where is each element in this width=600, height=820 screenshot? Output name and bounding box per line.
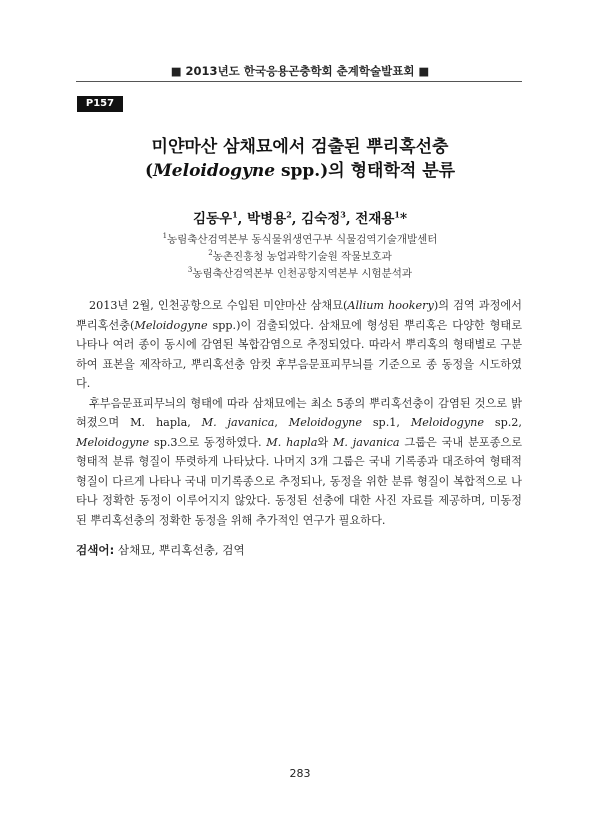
- abstract-text: ,: [187, 416, 202, 429]
- abstract-text: 2013년 2월, 인천공항으로 수입된 미얀마산 삼채묘(: [89, 299, 348, 312]
- header-rule: [76, 81, 522, 82]
- genus-name: Meloidogyne: [410, 416, 484, 429]
- genus-name: Meloidogyne: [288, 416, 362, 429]
- species-name: M. javanica: [332, 435, 400, 449]
- genus-name: Meloidogyne: [76, 435, 150, 449]
- title-line-2: [40, 156, 560, 181]
- author-list: [0, 207, 600, 227]
- author-sup: 1: [232, 209, 238, 220]
- abstract-text: )의 검역 과정에서 뿌리혹선충(: [76, 299, 522, 332]
- abstract-text: 와: [317, 435, 333, 449]
- affiliation-line: [0, 247, 600, 264]
- abstract-text: 후부음문표피무늬의 형태에 따라 삼채묘에는 최소 5종의 뿌리혹선충이 감염된 것으로 밝혀졌으며 M.: [76, 396, 522, 429]
- author-sep: ,: [291, 211, 302, 227]
- species-name: M. hapla: [266, 435, 318, 449]
- species-name: Allium hookery: [347, 299, 434, 312]
- author-sep: ,: [237, 211, 248, 227]
- abstract-text: 그룹은 국내 분포종으로 형태적 분류 형질이 뚜렷하게 나타났다. 나머지 3개 그룹은 국내 기록종과 대조하여 형태적 형질이 다르게 나타나 국내 미기록종으로 추정되나, 동정을 위한 분류 형질이 복합적으로 나타나 정확한 동정이 이루어지지 않았다. 동정된 선충에 대한 사진 자료를 제공하며, 미동정된 뿌리혹선충의 정확한 동정을 위해 추가적인 연구가 필요하다.: [76, 435, 523, 527]
- title-genus: Meloidogyne: [152, 161, 276, 181]
- conference-header: ■ 2013년도 한국응용곤충학회 춘계학술발표회 ■: [170, 64, 430, 78]
- abstract: [76, 296, 522, 530]
- abstract-text: sp.3으로 동정하였다.: [149, 435, 267, 449]
- author-name: 전재용: [355, 211, 395, 227]
- title-suffix: spp.)의 형태학적 분류: [275, 161, 456, 181]
- poster-badge: P157: [77, 96, 123, 112]
- abstract-text: spp.)이 검출되었다. 삼채묘에 형성된 뿌리혹은 다양한 형태로 나타나 여러 종이 동시에 감염된 복합감염으로 추정되었다. 따라서 뿌리혹의 형태별로 구분하여 표본을 제작하고, 뿌리혹선충 암컷 후부음문표피무늬를 기준으로 종 동정을 시도하였다.: [76, 318, 522, 390]
- keywords: [76, 542, 245, 558]
- affiliation-sup: 2: [208, 249, 213, 257]
- page-number: 283: [289, 767, 311, 780]
- title-line-1: 미얀마산 삼채묘에서 검출된 뿌리혹선충: [151, 137, 449, 157]
- abstract-text: sp.2,: [484, 416, 522, 429]
- title-paren: (: [144, 161, 153, 181]
- abstract-paragraph-1: [76, 296, 522, 394]
- author-sup: 2: [286, 209, 292, 220]
- affiliations: [0, 230, 600, 281]
- species-name: hapla: [155, 416, 188, 429]
- affiliation-sup: 1: [162, 232, 168, 240]
- author-name: 김동우: [192, 211, 233, 227]
- author-sep: ,: [345, 211, 356, 227]
- affiliation-text: 농림축산검역본부 인천공항지역본부 시험분석과: [192, 267, 413, 280]
- keywords-label: 검색어:: [76, 543, 115, 557]
- affiliation-line: [0, 230, 600, 247]
- author-name: 박병용: [247, 211, 287, 227]
- genus-name: Meloidogyne: [134, 318, 208, 332]
- affiliation-sup: 3: [187, 266, 193, 274]
- abstract-text: sp.1,: [361, 416, 411, 429]
- abstract-text: ,: [274, 416, 289, 429]
- affiliation-text: 농림축산검역본부 동식물위생연구부 식물검역기술개발센터: [167, 233, 438, 246]
- author-sup: 3: [340, 209, 346, 220]
- author-name: 김숙정: [301, 211, 341, 227]
- species-name: M. javanica: [201, 416, 275, 429]
- affiliation-line: [0, 264, 600, 281]
- keywords-text: 삼채묘, 뿌리혹선충, 검역: [114, 543, 245, 557]
- author-sup: 1: [394, 209, 400, 220]
- abstract-paragraph-2: [76, 394, 522, 531]
- corresponding-mark: *: [399, 211, 408, 227]
- affiliation-text: 농촌진흥청 농업과학기술원 작물보호과: [212, 250, 392, 263]
